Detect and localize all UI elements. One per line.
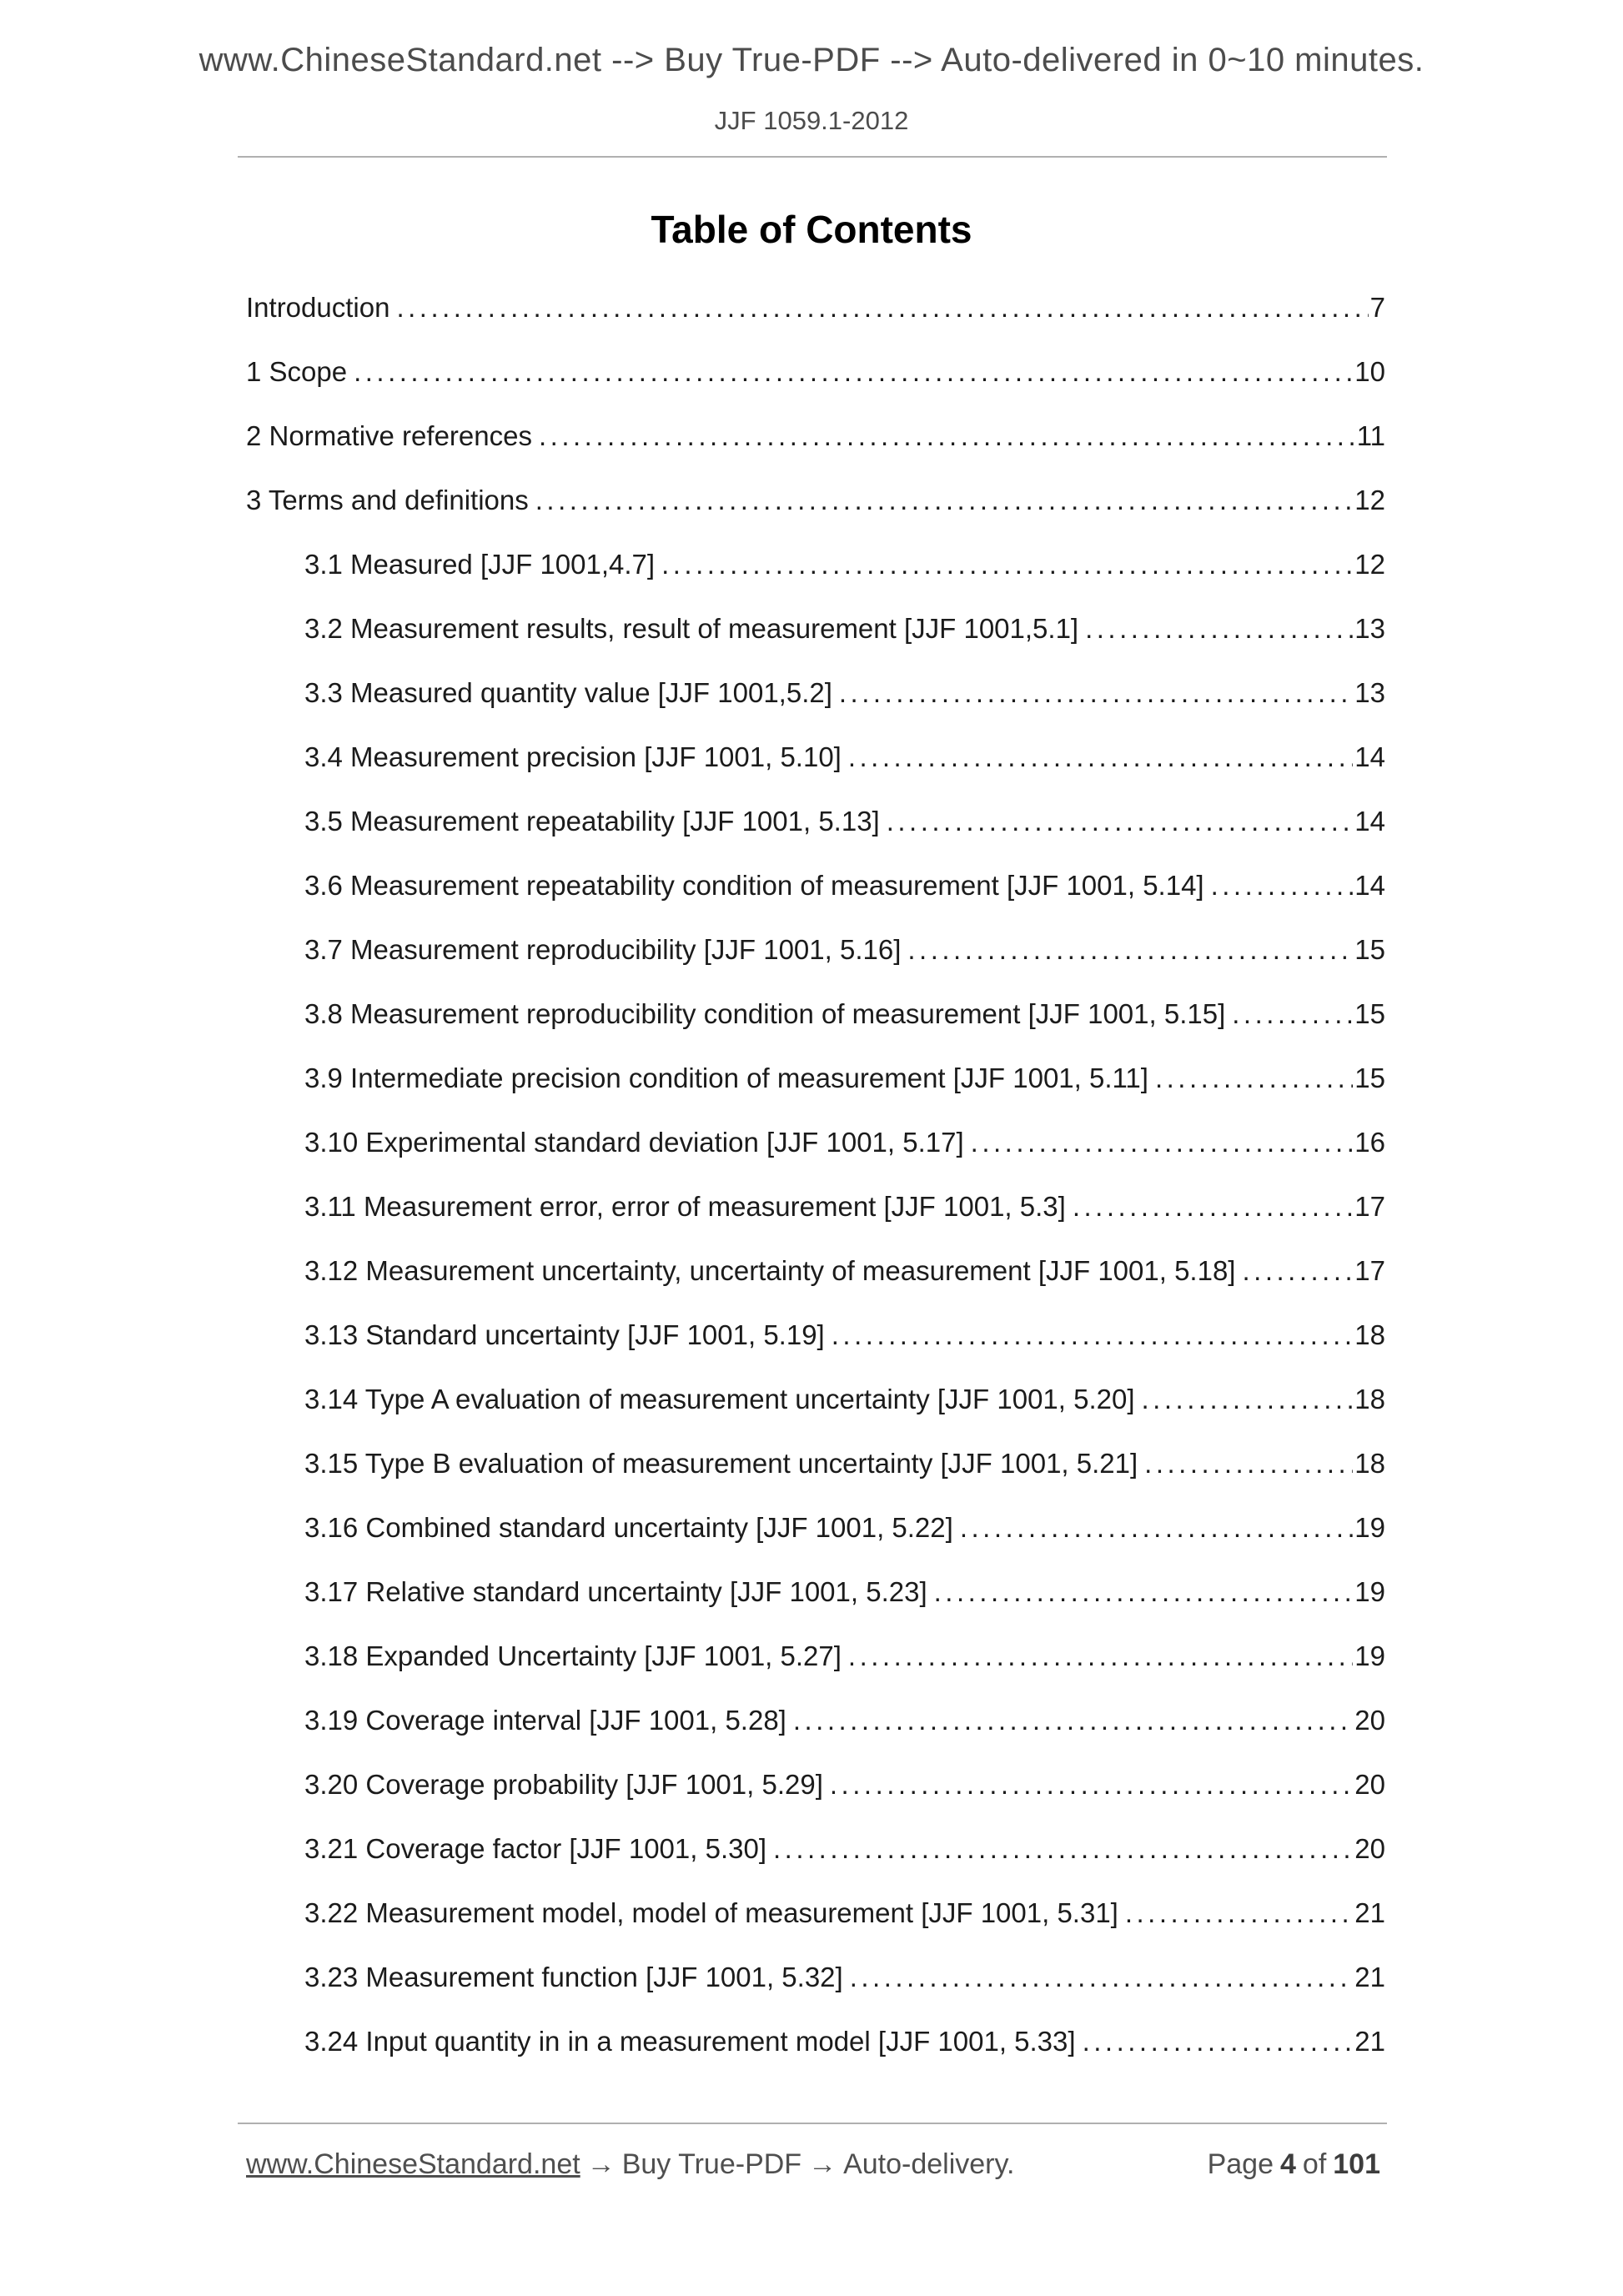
toc-entry-page: 20: [1354, 1832, 1385, 1864]
dot-leader: [535, 485, 1354, 516]
dot-leader: [1073, 1191, 1353, 1223]
toc-entry: [246, 275, 1385, 339]
toc-entry-label: 3.13 Standard uncertainty [JJF 1001, 5.19]: [304, 1319, 825, 1350]
toc-entry-label: 3.9 Intermediate precision condition of measurement [JJF 1001, 5.11]: [304, 1062, 1148, 1093]
dot-leader: [773, 1833, 1353, 1865]
dot-leader: [1085, 613, 1353, 645]
page-total-number: 101: [1333, 2148, 1380, 2180]
toc-entry-page: 10: [1354, 355, 1385, 387]
toc-entry-label: 3.23 Measurement function [JJF 1001, 5.32]: [304, 1961, 843, 1992]
dot-leader: [1242, 1255, 1353, 1287]
toc-entry: [246, 1816, 1385, 1881]
dot-leader: [1144, 1448, 1353, 1480]
dot-leader: [1211, 870, 1354, 902]
toc-entry-label: 3 Terms and definitions: [246, 484, 529, 515]
page-label: Page: [1207, 2148, 1274, 2180]
toc-entry-page: 19: [1354, 1640, 1385, 1671]
page-indicator: [1206, 2148, 1385, 2181]
dot-leader: [830, 1769, 1353, 1801]
toc-entry-label: 3.4 Measurement precision [JJF 1001, 5.10]: [304, 741, 842, 772]
dot-leader: [960, 1512, 1353, 1544]
dot-leader: [850, 1962, 1354, 1993]
toc-entry-label: 3.7 Measurement reproducibility [JJF 1001, 5.16]: [304, 933, 902, 965]
toc-entry-page: 16: [1354, 1126, 1385, 1158]
toc-entry-page: 17: [1354, 1254, 1385, 1286]
toc-entry: [246, 1945, 1385, 2009]
toc-entry-label: 3.5 Measurement repeatability [JJF 1001, 5.13]: [304, 805, 880, 837]
page-footer: [246, 2148, 1385, 2181]
dot-leader: [354, 356, 1353, 388]
toc-entry: [246, 1624, 1385, 1688]
footer-divider: [238, 2123, 1387, 2124]
dot-leader: [396, 292, 1368, 324]
dot-leader: [1142, 1384, 1354, 1415]
toc-entry: [246, 1881, 1385, 1945]
toc-entry-page: 18: [1354, 1447, 1385, 1479]
toc-entry: [246, 404, 1385, 468]
toc-entry: [246, 339, 1385, 404]
toc-entry-label: 3.18 Expanded Uncertainty [JJF 1001, 5.27]: [304, 1640, 842, 1671]
toc-entry: [246, 2009, 1385, 2073]
toc-entry-label: 3.10 Experimental standard deviation [JJF 1001, 5.17]: [304, 1126, 964, 1158]
toc-entry-label: 3.17 Relative standard uncertainty [JJF 1001, 5.23]: [304, 1575, 927, 1607]
toc-entry: [246, 725, 1385, 789]
toc-entry: [246, 596, 1385, 661]
dot-leader: [934, 1576, 1354, 1608]
toc-entry-label: 3.22 Measurement model, model of measurement [JJF 1001, 5.31]: [304, 1897, 1118, 1928]
toc-entry-label: 3.14 Type A evaluation of measurement uncertainty [JJF 1001, 5.20]: [304, 1383, 1135, 1414]
toc-entry-page: 20: [1354, 1704, 1385, 1736]
footer-delivery-text: Auto-delivery.: [843, 2148, 1015, 2180]
toc-entry: [246, 1174, 1385, 1238]
dot-leader: [1155, 1063, 1353, 1094]
toc-entry-label: 3.20 Coverage probability [JJF 1001, 5.29]: [304, 1768, 823, 1800]
toc-entry-label: 3.24 Input quantity in in a measurement model [JJF 1001, 5.33]: [304, 2025, 1076, 2057]
toc-entry: [246, 468, 1385, 532]
footer-left: [246, 2148, 1014, 2181]
header-divider: [238, 156, 1387, 158]
toc-entry: [246, 1303, 1385, 1367]
toc-entry-page: 11: [1356, 420, 1385, 451]
toc-entry: [246, 1431, 1385, 1495]
toc-entry-page: 13: [1354, 612, 1385, 644]
toc-entry: [246, 1110, 1385, 1174]
arrow-right-icon: →: [586, 2148, 616, 2180]
toc-entry: [246, 1752, 1385, 1816]
toc-entry-label: 3.2 Measurement results, result of measurement [JJF 1001,5.1]: [304, 612, 1079, 644]
page-current-number: 4: [1279, 2148, 1296, 2180]
toc-entry-page: 7: [1369, 291, 1385, 323]
document-number: JJF 1059.1-2012: [714, 106, 909, 135]
toc-entry: [246, 917, 1385, 982]
arrow-right-icon: →: [808, 2148, 837, 2180]
toc-entry-label: Introduction: [246, 291, 390, 323]
toc-title: Table of Contents: [651, 208, 972, 251]
toc-entry-page: 12: [1354, 484, 1385, 515]
footer-buy-text: Buy True-PDF: [621, 2148, 802, 2180]
toc-entry-page: 19: [1354, 1511, 1385, 1543]
toc-list: [246, 275, 1385, 2073]
toc-entry-label: 2 Normative references: [246, 420, 532, 451]
toc-entry-label: 3.15 Type B evaluation of measurement uncertainty [JJF 1001, 5.21]: [304, 1447, 1138, 1479]
dot-leader: [1232, 998, 1353, 1030]
toc-entry-page: 14: [1354, 805, 1385, 837]
toc-entry: [246, 982, 1385, 1046]
toc-entry-label: 3.3 Measured quantity value [JJF 1001,5.2]: [304, 676, 832, 708]
toc-entry-page: 15: [1354, 997, 1385, 1029]
toc-entry-page: 13: [1354, 676, 1385, 708]
toc-entry-label: 3.16 Combined standard uncertainty [JJF 1001, 5.22]: [304, 1511, 953, 1543]
dot-leader: [971, 1127, 1354, 1158]
toc-entry: [246, 1238, 1385, 1303]
dot-leader: [839, 677, 1353, 709]
toc-entry-page: 19: [1354, 1575, 1385, 1607]
dot-leader: [793, 1705, 1353, 1736]
toc-entry: [246, 1046, 1385, 1110]
dot-leader: [832, 1319, 1354, 1351]
toc-entry-label: 3.21 Coverage factor [JJF 1001, 5.30]: [304, 1832, 766, 1864]
dot-leader: [907, 934, 1353, 966]
toc-entry-page: 15: [1354, 933, 1385, 965]
toc-entry-label: 3.19 Coverage interval [JJF 1001, 5.28]: [304, 1704, 786, 1736]
dot-leader: [1125, 1897, 1353, 1929]
toc-entry-page: 20: [1354, 1768, 1385, 1800]
toc-entry: [246, 789, 1385, 853]
dot-leader: [887, 806, 1354, 837]
toc-entry-label: 3.12 Measurement uncertainty, uncertainty of measurement [JJF 1001, 5.18]: [304, 1254, 1236, 1286]
toc-entry-page: 21: [1354, 1961, 1385, 1992]
toc-entry-page: 21: [1354, 1897, 1385, 1928]
toc-entry: [246, 1495, 1385, 1560]
toc-entry: [246, 1367, 1385, 1431]
header-banner-text: www.ChineseStandard.net --> Buy True-PDF --> Auto-delivered in 0~10 minutes.: [198, 42, 1425, 78]
dot-leader: [661, 549, 1353, 580]
dot-leader: [1083, 2026, 1354, 2057]
toc-entry-page: 18: [1354, 1319, 1385, 1350]
toc-entry: [246, 1688, 1385, 1752]
toc-entry-page: 14: [1354, 741, 1385, 772]
toc-entry: [246, 1560, 1385, 1624]
toc-entry-label: 1 Scope: [246, 355, 348, 387]
toc-entry-page: 12: [1354, 548, 1385, 580]
toc-entry-label: 3.1 Measured [JJF 1001,4.7]: [304, 548, 656, 580]
toc-entry: [246, 853, 1385, 917]
toc-entry-page: 15: [1354, 1062, 1385, 1093]
toc-entry-label: 3.11 Measurement error, error of measurement [JJF 1001, 5.3]: [304, 1190, 1066, 1222]
toc-entry: [246, 661, 1385, 725]
toc-entry-label: 3.8 Measurement reproducibility condition of measurement [JJF 1001, 5.15]: [304, 997, 1226, 1029]
toc-entry-page: 17: [1354, 1190, 1385, 1222]
dot-leader: [848, 741, 1353, 773]
footer-site-link[interactable]: www.ChineseStandard.net: [246, 2148, 580, 2180]
toc-entry-label: 3.6 Measurement repeatability condition of measurement [JJF 1001, 5.14]: [304, 869, 1204, 901]
toc-entry-page: 18: [1354, 1383, 1385, 1414]
toc-entry-page: 21: [1354, 2025, 1385, 2057]
of-label: of: [1302, 2148, 1327, 2180]
dot-leader: [848, 1640, 1353, 1672]
toc-entry: [246, 532, 1385, 596]
dot-leader: [539, 420, 1355, 452]
toc-entry-page: 14: [1354, 869, 1385, 901]
